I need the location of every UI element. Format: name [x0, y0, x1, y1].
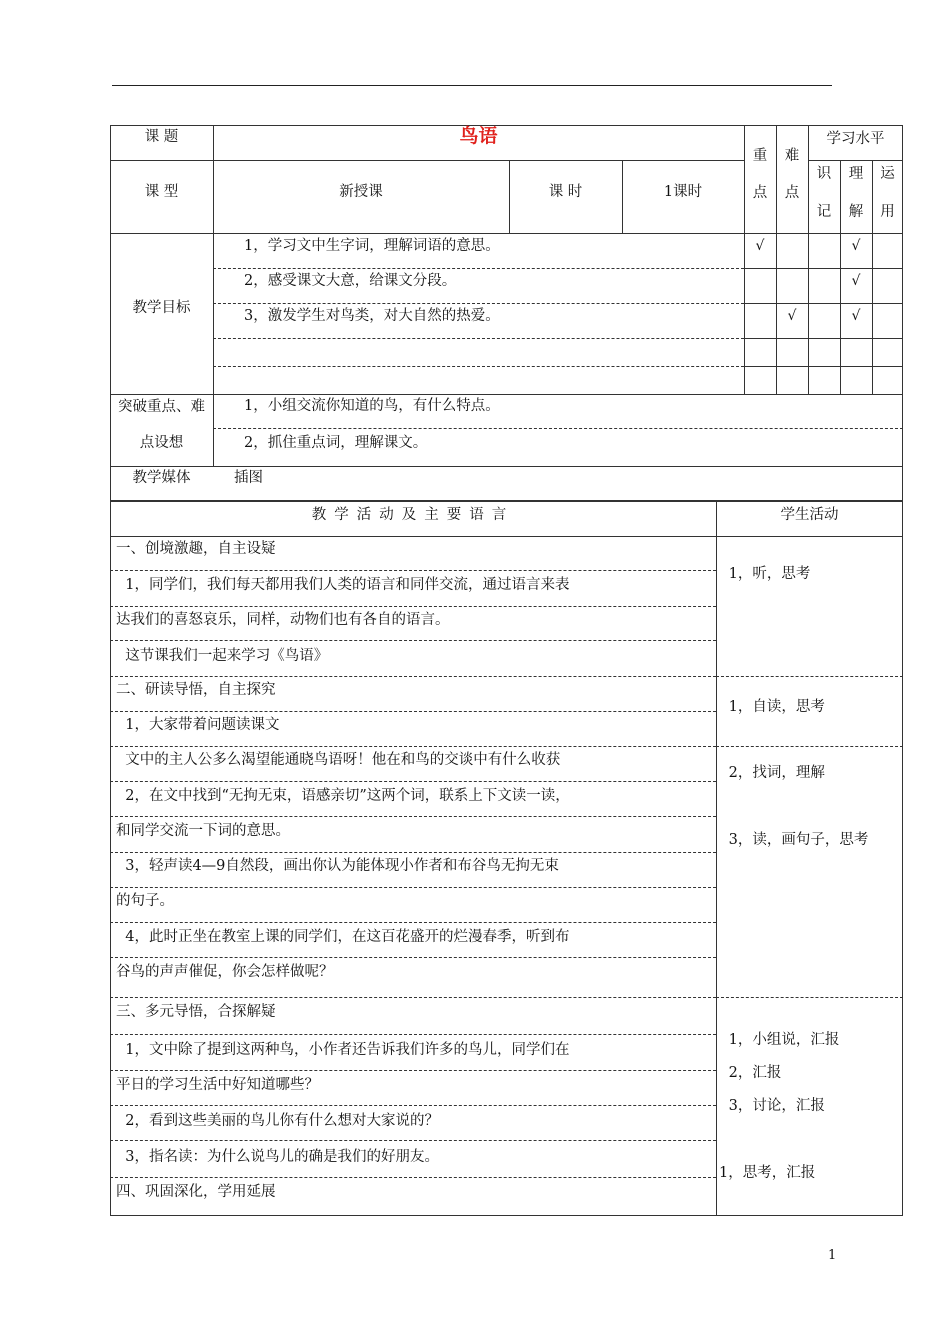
col-line	[872, 160, 873, 394]
lesson-title: 鸟语	[459, 125, 498, 147]
objective-item: 3，激发学生对鸟类，对大自然的热爱。	[244, 308, 500, 324]
student-activity: 1，自读，思考	[724, 699, 825, 715]
type-label: 课 型	[144, 184, 179, 200]
check-mark: √	[851, 308, 861, 324]
dash-line	[213, 303, 744, 304]
check-mark: √	[787, 308, 797, 324]
diff-label-2: 点	[784, 185, 800, 201]
activity-line: 2，在文中找到“无拘无束，语感亲切”这两个词，联系上下文读一读，	[116, 788, 570, 804]
activity-line: 平日的学习生活中好知道哪些？	[116, 1077, 319, 1093]
section-heading: 二、研读导悟，自主探究	[116, 682, 276, 698]
row-line	[744, 268, 903, 269]
col-line	[776, 125, 777, 394]
activity-line: 达我们的喜怒哀乐，同样，动物们也有各自的语言。	[116, 612, 450, 628]
level-col-apply: 用	[880, 204, 895, 220]
dash-line	[110, 1177, 716, 1178]
check-mark: √	[755, 238, 765, 254]
student-activity: 2，找词，理解	[724, 765, 825, 781]
breakthrough-label: 突破重点、难	[118, 399, 205, 415]
col-line	[744, 125, 745, 394]
level-col-understand: 理	[848, 166, 864, 182]
student-activity: 1，小组说，汇报	[724, 1032, 840, 1048]
activity-line: 的句子。	[116, 893, 174, 909]
student-activity: 1，思考，汇报	[719, 1165, 816, 1181]
dash-line	[716, 746, 903, 747]
check-mark: √	[851, 238, 861, 254]
breakthrough-item: 1，小组交流你知道的鸟，有什么特点。	[244, 398, 500, 414]
col-line	[716, 501, 717, 1216]
activity-line: 文中的主人公多么渴望能通晓鸟语呀！他在和鸟的交谈中有什么收获	[116, 752, 561, 768]
activity-line: 4，此时正坐在教室上课的同学们，在这百花盛开的烂漫春季，听到布	[116, 929, 570, 945]
row-line	[110, 233, 903, 234]
period-value: 1课时	[663, 184, 703, 200]
dash-line	[110, 887, 716, 888]
level-col-understand: 解	[848, 204, 864, 220]
type-value: 新授课	[339, 184, 383, 200]
student-activity: 1，听，思考	[724, 566, 811, 582]
activity-line: 这节课我们一起来学习《鸟语》	[116, 648, 329, 664]
row-line	[110, 160, 744, 161]
student-activity: 3，讨论，汇报	[724, 1098, 825, 1114]
dash-line	[110, 781, 716, 782]
row-line	[110, 394, 903, 395]
level-col-apply: 运	[880, 166, 895, 182]
dash-line	[110, 746, 716, 747]
breakthrough-item: 2，抓住重点词，理解课文。	[244, 435, 428, 451]
col-line	[213, 125, 214, 466]
col-line	[808, 125, 809, 394]
dash-line	[716, 676, 903, 677]
media-value: 插图	[234, 470, 263, 486]
dash-line	[110, 1070, 716, 1071]
row-line	[744, 303, 903, 304]
media-label: 教学媒体	[132, 470, 191, 486]
row-line	[110, 536, 903, 537]
breakthrough-label: 点设想	[139, 435, 184, 451]
section-heading: 三、多元导悟，合探解疑	[116, 1004, 276, 1020]
dash-line	[110, 1140, 716, 1141]
row-line	[744, 338, 903, 339]
section-heading: 一、创境激趣，自主设疑	[116, 541, 276, 557]
dash-line	[110, 957, 716, 958]
activity-line: 1，大家带着问题读课文	[116, 717, 280, 733]
row-line	[744, 366, 903, 367]
period-label: 课 时	[548, 184, 583, 200]
section-heading: 四、巩固深化，学用延展	[116, 1184, 276, 1200]
dash-line	[110, 676, 716, 677]
activity-line: 1，文中除了提到这两种鸟，小作者还告诉我们许多的鸟儿，同学们在	[116, 1042, 570, 1058]
objectives-label: 教学目标	[132, 300, 191, 316]
student-activity: 2，汇报	[724, 1065, 782, 1081]
page-number: 1	[828, 1248, 837, 1263]
dash-line	[213, 338, 744, 339]
level-col-memorize: 记	[816, 204, 832, 220]
key-label-2: 点	[752, 185, 768, 201]
row-line	[808, 160, 903, 161]
dash-line	[110, 606, 716, 607]
activity-line: 2，看到这些美丽的鸟儿你有什么想对大家说的？	[116, 1113, 439, 1129]
dash-line	[110, 570, 716, 571]
student-header: 学生活动	[780, 507, 839, 523]
key-label-1: 重	[752, 148, 768, 164]
dash-line	[110, 816, 716, 817]
row-line	[110, 466, 903, 467]
dash-line	[110, 640, 716, 641]
student-activity: 3，读，画句子，思考	[724, 832, 869, 848]
dash-line	[716, 997, 903, 998]
dash-line	[110, 922, 716, 923]
activity-line: 3，指名读：为什么说鸟儿的确是我们的好朋友。	[116, 1149, 439, 1165]
dash-line	[110, 711, 716, 712]
objective-item: 1，学习文中生字词，理解词语的意思。	[244, 238, 500, 254]
check-mark: √	[851, 273, 861, 289]
activity-line: 3，轻声读4—9自然段，画出你认为能体现小作者和布谷鸟无拘无束	[116, 858, 559, 874]
header-rule	[112, 85, 832, 86]
dash-line	[213, 268, 744, 269]
diff-label-1: 难	[784, 148, 800, 164]
dash-line	[110, 1034, 716, 1035]
level-col-memorize: 识	[816, 166, 832, 182]
dash-line	[110, 1105, 716, 1106]
level-label: 学习水平	[826, 131, 885, 147]
objective-item: 2，感受课文大意，给课文分段。	[244, 273, 457, 289]
dash-line	[213, 428, 903, 429]
activities-header: 教学活动及主要语言	[311, 507, 515, 523]
dash-line	[110, 997, 716, 998]
activity-line: 谷鸟的声声催促，你会怎样做呢？	[116, 964, 334, 980]
dash-line	[213, 366, 744, 367]
topic-label: 课 题	[144, 129, 179, 145]
activity-line: 1，同学们，我们每天都用我们人类的语言和同伴交流，通过语言来表	[116, 577, 570, 593]
activity-line: 和同学交流一下词的意思。	[116, 823, 290, 839]
dash-line	[110, 852, 716, 853]
